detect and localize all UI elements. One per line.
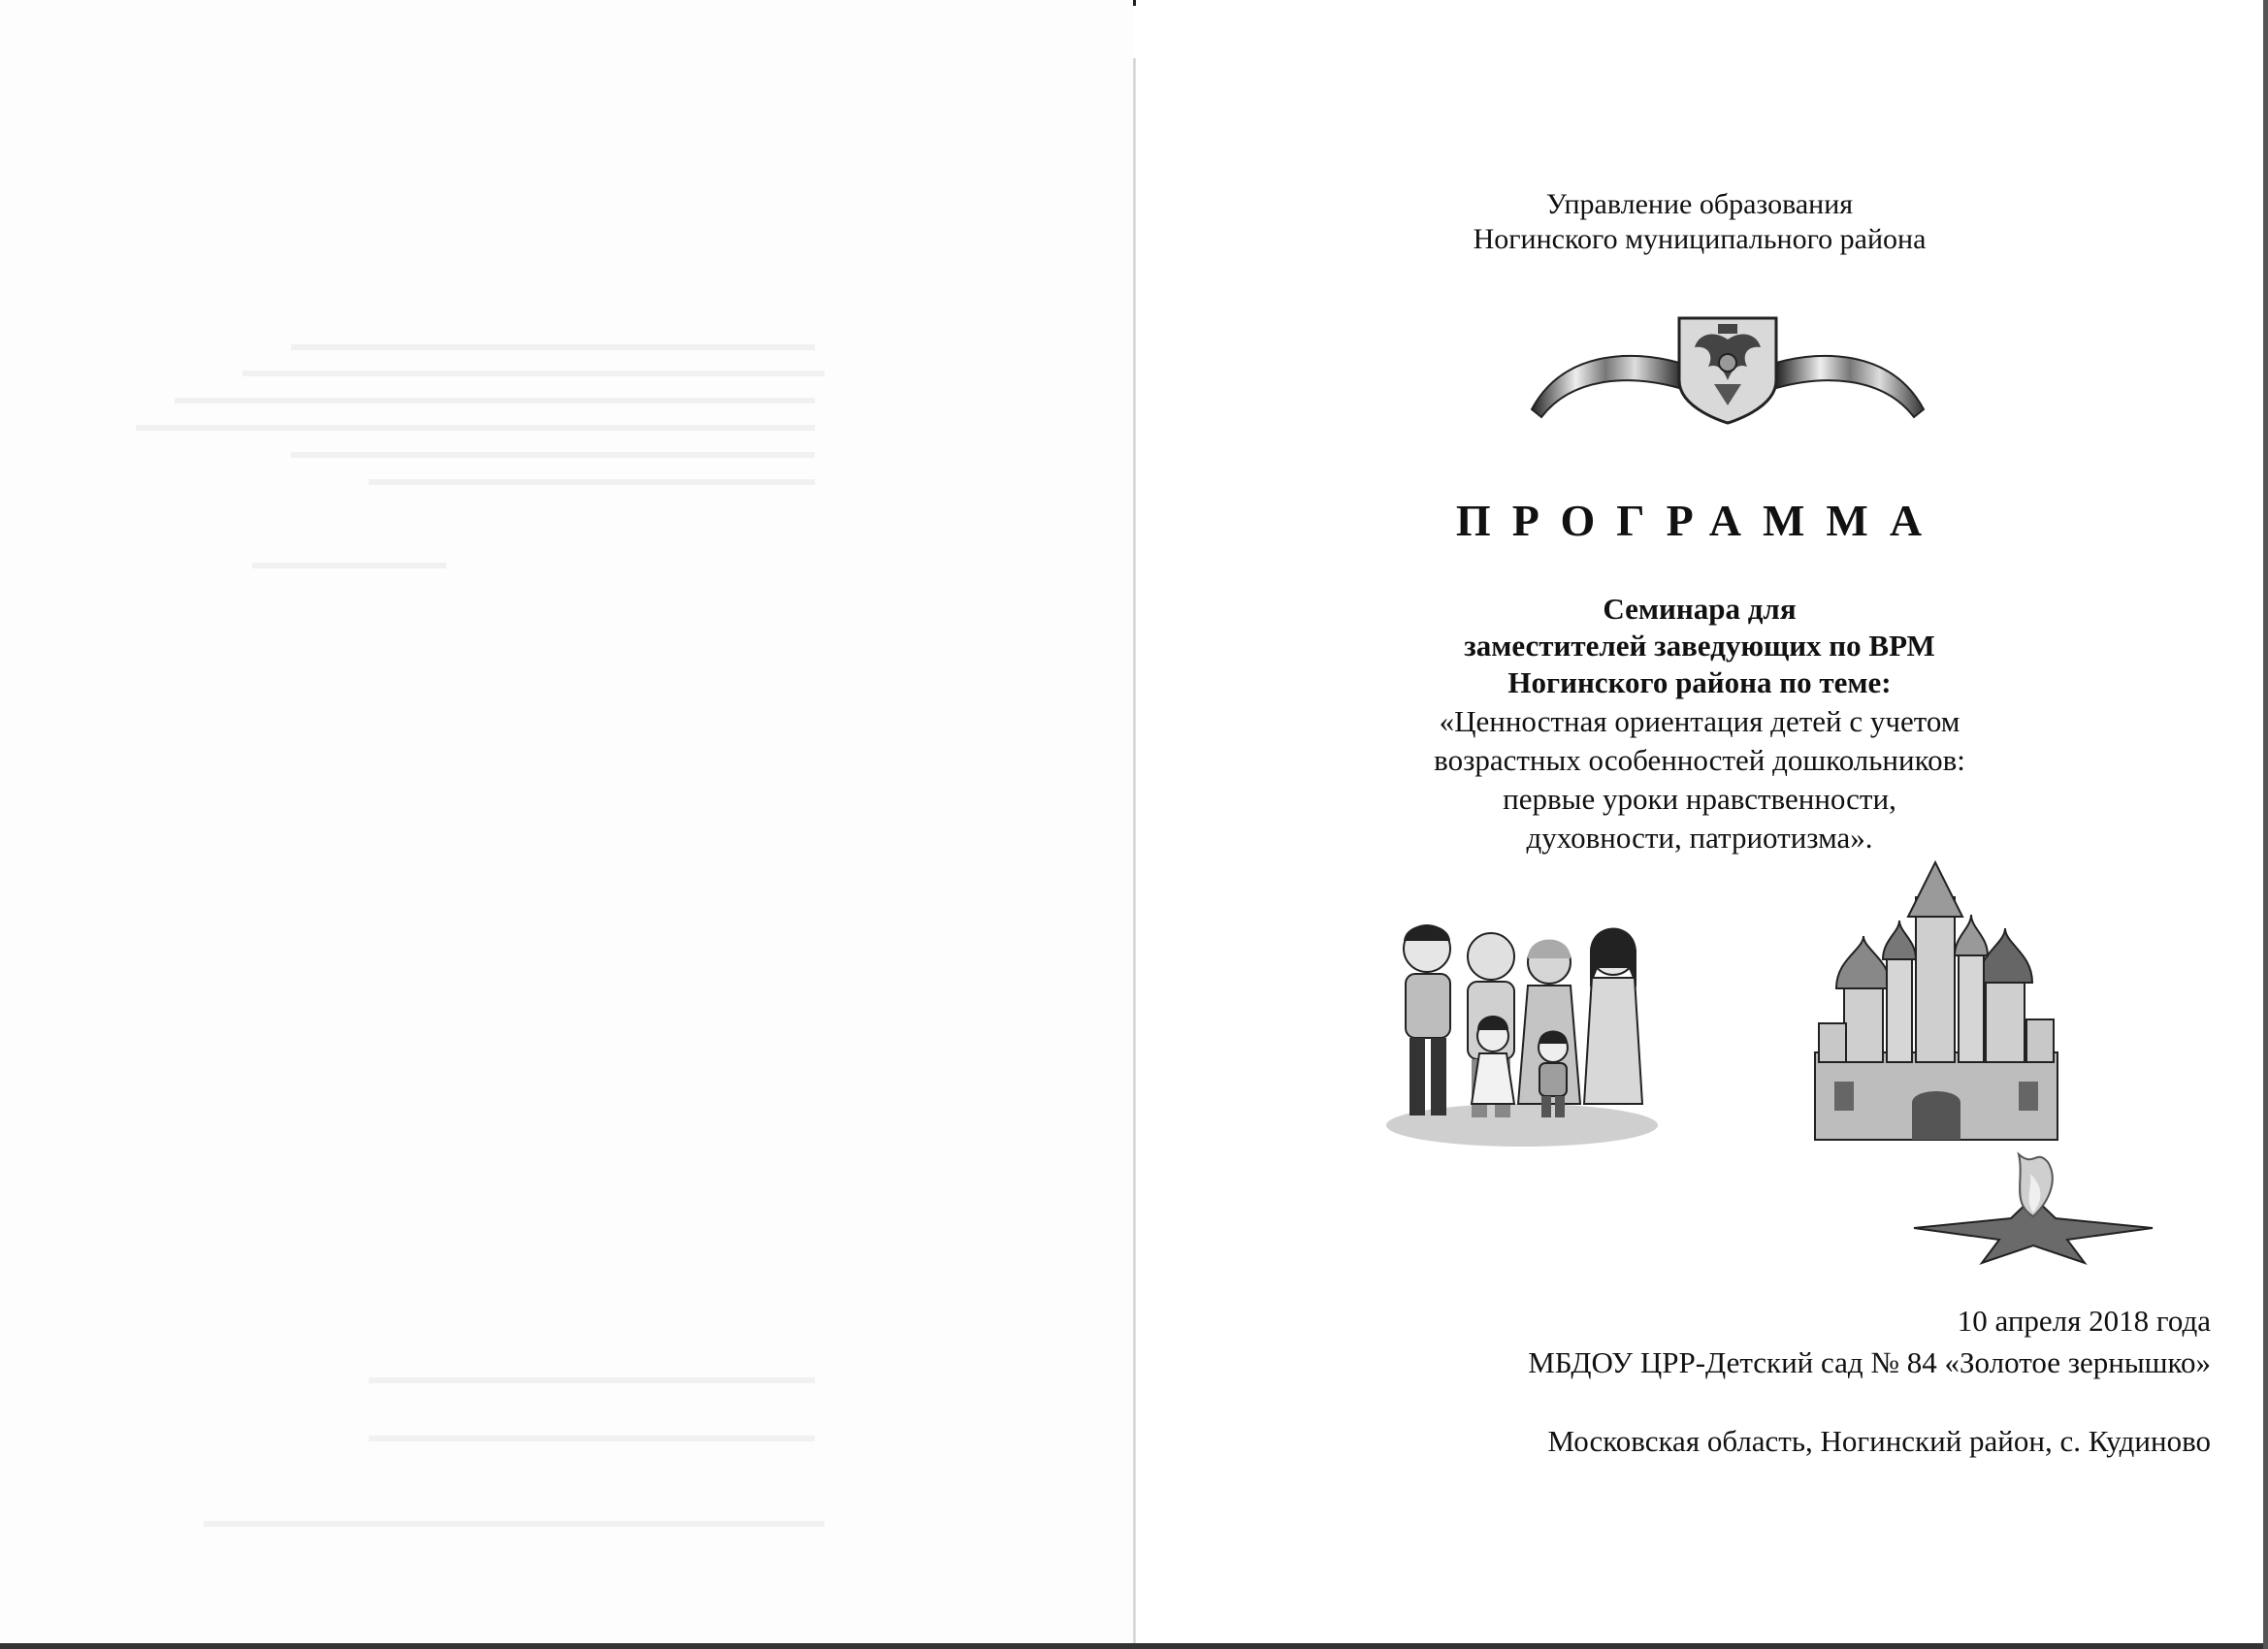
st-basils-cathedral-icon bbox=[1805, 858, 2067, 1145]
bleed-through-line bbox=[243, 371, 825, 376]
bleed-through-line bbox=[369, 479, 815, 485]
bleed-through-line bbox=[204, 1521, 825, 1527]
family-group-icon bbox=[1377, 910, 1668, 1150]
institution-name: МБДОУ ЦРР-Детский сад № 84 «Золотое зернышко» bbox=[1528, 1345, 2211, 1379]
topic-line-2: возрастных особенностей дошкольников: bbox=[1434, 743, 1965, 777]
bleed-through-line bbox=[369, 1377, 815, 1383]
bleed-through-line bbox=[175, 398, 815, 404]
left-page-blank bbox=[0, 0, 1133, 1649]
program-cover-page bbox=[1136, 0, 2263, 1649]
program-title: ПРОГРАММА bbox=[1455, 496, 1944, 545]
header-district: Ногинского муниципального района bbox=[1473, 223, 1927, 255]
state-emblem-with-ribbon-icon bbox=[1524, 312, 1931, 427]
subtitle-line-2: заместителей заведующих по ВРМ bbox=[1464, 629, 1935, 663]
scan-edge-right bbox=[2263, 0, 2268, 1649]
seminar-date: 10 апреля 2018 года bbox=[1957, 1304, 2211, 1338]
topic-line-4: духовности, патриотизма». bbox=[1526, 821, 1873, 855]
bleed-through-line bbox=[136, 425, 815, 431]
topic-line-3: первые уроки нравственности, bbox=[1503, 782, 1896, 816]
eternal-flame-icon bbox=[1902, 1145, 2164, 1266]
bleed-through-line bbox=[291, 344, 815, 350]
subtitle-line-3: Ногинского района по теме: bbox=[1507, 665, 1892, 699]
bleed-through-line bbox=[369, 1436, 815, 1441]
scan-edge-bottom bbox=[0, 1643, 2268, 1649]
subtitle-line-1: Семинара для bbox=[1603, 592, 1797, 626]
bleed-through-line bbox=[252, 563, 446, 568]
header-organization: Управление образования bbox=[1545, 188, 1854, 220]
topic-line-1: «Ценностная ориентация детей с учетом bbox=[1439, 704, 1960, 738]
bleed-through-line bbox=[291, 452, 815, 458]
location: Московская область, Ногинский район, с. Кудиново bbox=[1547, 1424, 2211, 1458]
